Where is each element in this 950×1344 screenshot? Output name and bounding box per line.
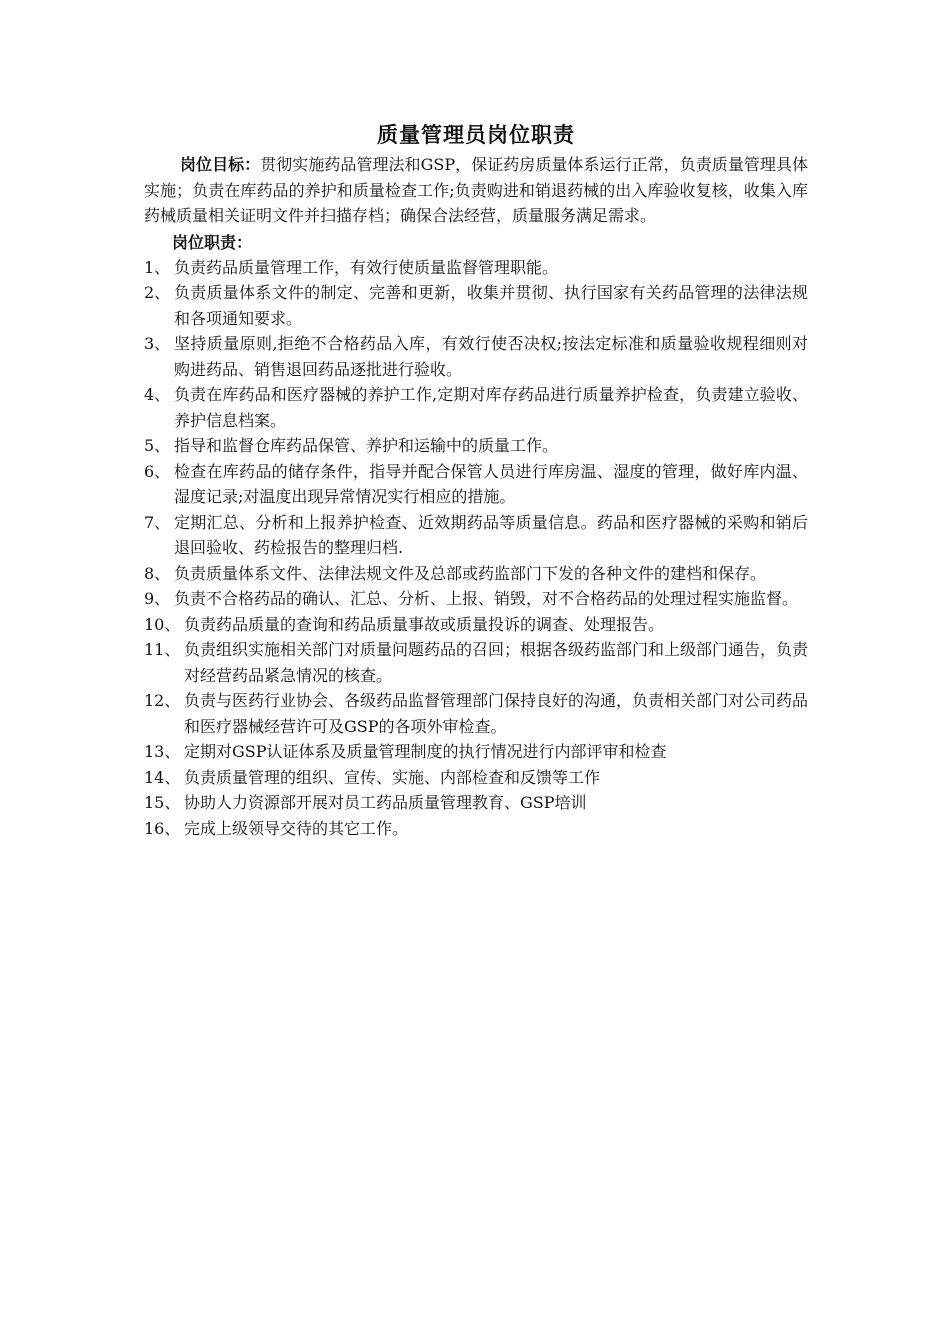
duty-number: 7、 [144, 512, 171, 532]
duty-text: 完成上级领导交待的其它工作。 [184, 818, 409, 838]
duty-number: 6、 [144, 461, 171, 481]
duty-item-3 [144, 331, 808, 382]
duty-text: 检查在库药品的储存条件，指导并配合保管人员进行库房温、湿度的管理，做好库内温、湿度记录;对温度出现异常情况实行相应的措施。 [174, 461, 808, 506]
job-goal-paragraph [144, 152, 808, 229]
duty-text: 负责药品质量管理工作，有效行使质量监督管理职能。 [174, 257, 559, 277]
job-goal-label: 岗位目标： [180, 155, 261, 174]
duty-number: 13、 [144, 742, 181, 761]
duty-number: 3、 [144, 334, 171, 353]
duty-item-15 [144, 790, 808, 816]
duty-text: 定期对GSP认证体系及质量管理制度的执行情况进行内部评审和检查 [184, 742, 667, 761]
duty-text: 负责与医药行业协会、各级药品监督管理部门保持良好的沟通，负责相关部门对公司药品和医疗器械经营许可及GSP的各项外审检查。 [184, 691, 809, 736]
duty-item-14 [144, 765, 808, 791]
duty-item-5 [144, 433, 808, 459]
duty-text: 指导和监督仓库药品保管、养护和运输中的质量工作。 [174, 436, 559, 455]
duties-heading: 岗位职责： [172, 232, 253, 252]
duty-item-1 [144, 255, 808, 281]
duty-number: 14、 [144, 767, 181, 787]
duty-number: 16、 [144, 818, 181, 838]
duty-item-16 [144, 816, 808, 842]
duty-number: 4、 [144, 385, 171, 404]
duty-item-6 [144, 459, 808, 510]
duty-item-4 [144, 382, 808, 433]
duty-number: 1、 [144, 257, 171, 277]
duty-text: 负责不合格药品的确认、汇总、分析、上报、销毁，对不合格药品的处理过程实施监督。 [174, 589, 799, 608]
duty-number: 11、 [144, 640, 181, 659]
job-goal-text: 贯彻实施药品管理法和GSP，保证药房质量体系运行正常，负责质量管理具体实施；负责在库药品的养护和质量检查工作;负责购进和销退药械的出入库验收复核，收集入库药械质量相关证明文件并扫描存档；确保合法经营，质量服务满足需求。 [144, 155, 808, 225]
duty-text: 负责质量管理的组织、宣传、实施、内部检查和反馈等工作 [184, 767, 601, 787]
duty-text: 协助人力资源部开展对员工药品质量管理教育、GSP培训 [184, 793, 587, 812]
duty-item-11 [144, 637, 808, 688]
duty-item-12 [144, 688, 808, 739]
duty-text: 负责药品质量的查询和药品质量事故或质量投诉的调查、处理报告。 [184, 614, 665, 634]
duty-text: 负责组织实施相关部门对质量问题药品的召回；根据各级药监部门和上级部门通告，负责对经营药品紧急情况的核查。 [184, 640, 809, 685]
duty-number: 15、 [144, 793, 181, 812]
duty-text: 坚持质量原则,拒绝不合格药品入库，有效行使否决权;按法定标准和质量验收规程细则对购进药品、销售退回药品逐批进行验收。 [174, 334, 808, 379]
duty-number: 10、 [144, 614, 181, 634]
duty-number: 12、 [144, 691, 181, 710]
duty-number: 2、 [144, 283, 171, 302]
duty-item-10 [144, 612, 808, 638]
duty-text: 负责在库药品和医疗器械的养护工作,定期对库存药品进行质量养护检查，负责建立验收、养护信息档案。 [174, 385, 808, 430]
duty-number: 5、 [144, 436, 171, 455]
duty-text: 定期汇总、分析和上报养护检查、近效期药品等质量信息。药品和医疗器械的采购和销后退回验收、药检报告的整理归档. [174, 512, 808, 557]
duties-list [144, 255, 808, 842]
duty-item-9 [144, 586, 808, 612]
duty-text: 负责质量体系文件的制定、完善和更新，收集并贯彻、执行国家有关药品管理的法律法规和各项通知要求。 [174, 283, 808, 328]
duty-item-2 [144, 280, 808, 331]
duty-number: 8、 [144, 563, 171, 583]
duty-item-8 [144, 561, 808, 587]
document-body [144, 118, 808, 841]
duty-number: 9、 [144, 589, 171, 608]
document-title: 质量管理员岗位职责 [377, 122, 575, 147]
duty-item-7 [144, 510, 808, 561]
duty-item-13 [144, 739, 808, 765]
duty-text: 负责质量体系文件、法律法规文件及总部或药监部门下发的各种文件的建档和保存。 [174, 563, 767, 583]
